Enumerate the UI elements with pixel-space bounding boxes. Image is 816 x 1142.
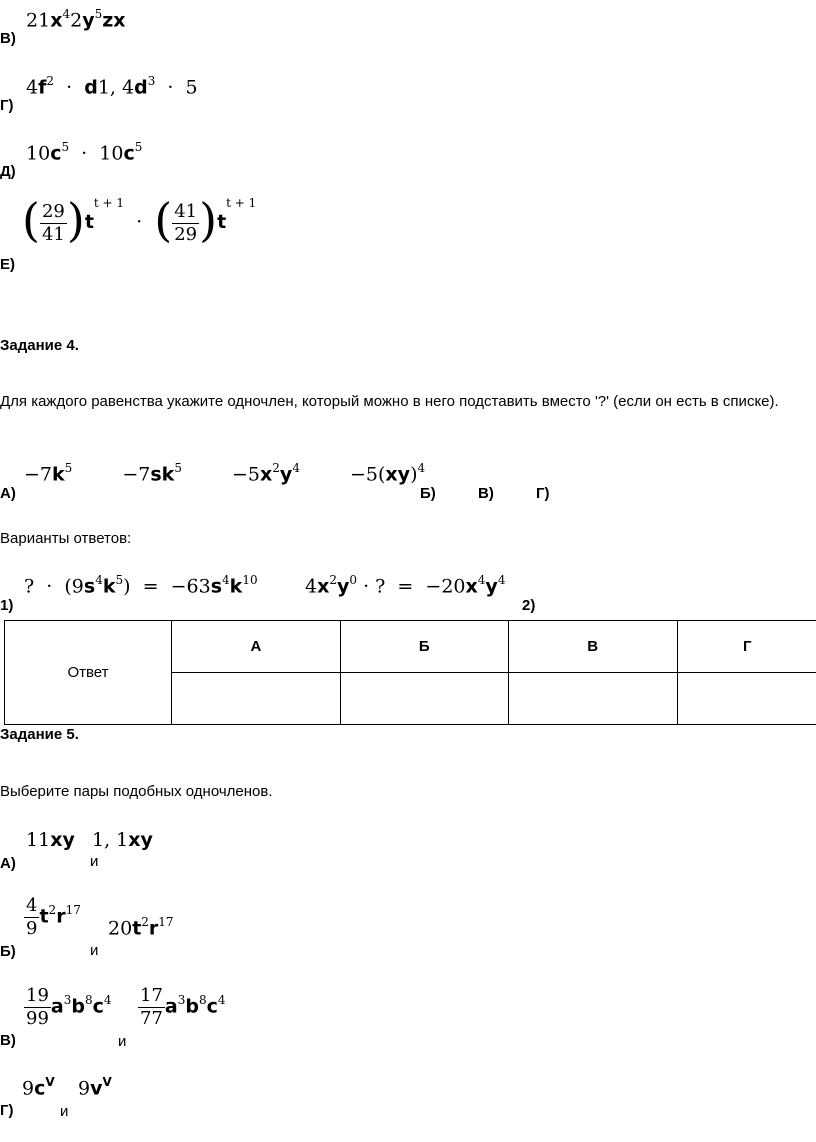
label-v: В) [0, 30, 16, 47]
answer-header-v: В [508, 621, 677, 673]
equation-2: $4x^2y^0$ · ? = $-20x^4y^4$ [305, 573, 506, 598]
label-g: Г) [0, 97, 14, 114]
option-label-b: Б) [420, 485, 436, 502]
pair-label-v: В) [0, 1032, 16, 1049]
expression-v: $21x^42y^5zx$ [26, 7, 126, 32]
pair-b-second: $20t^2r^{17}$ [108, 915, 174, 940]
task4-instruction: Для каждого равенства укажите одночлен, который можно в него подставить вместо '?' (если он есть в списке). [0, 393, 779, 410]
answer-table [4, 620, 816, 725]
pair-g-second: $9v^V$ [78, 1075, 112, 1100]
pair-label-a: А) [0, 855, 16, 872]
task4-title: Задание 4. [0, 337, 79, 354]
answer-cell-v[interactable] [508, 673, 677, 725]
pair-b-connector: и [90, 942, 99, 959]
pair-b-first: $\frac{4}{9}$ $t^2r^{17}$ [26, 895, 81, 939]
pair-a-first: 11xy [26, 829, 75, 851]
option-label-v: В) [478, 485, 494, 502]
equation-label-1: 1) [0, 597, 14, 614]
pair-g-first: $9c^V$ [22, 1075, 55, 1100]
expression-e: ( $\frac{29}{41}$ )$t^{t + 1}$ · ( $\frac{41}{29}$ )$t^{t + 1}$ [22, 193, 257, 247]
expression-d: $10c^5 \cdot 10c^5$ [26, 140, 143, 165]
pair-label-b: Б) [0, 943, 16, 960]
pair-v-second: $\frac{17}{77}$ $a^3b^8c^4$ [140, 985, 226, 1029]
task5-instruction: Выберите пары подобных одночленов. [0, 783, 273, 800]
pair-v-first: $\frac{19}{99}$ $a^3b^8c^4$ [26, 985, 112, 1029]
label-e: Е) [0, 256, 15, 273]
pair-g-connector: и [60, 1103, 69, 1120]
task5-title: Задание 5. [0, 726, 79, 743]
task4-options: $-7k^5 -7sk^5 -5x^2y^4 -5(xy)^4$ [24, 461, 426, 486]
answer-cell-a[interactable] [172, 673, 341, 725]
variants-title: Варианты ответов: [0, 530, 132, 547]
pair-a-second: 1, 1xy [92, 829, 153, 851]
answer-header-g: Г [677, 621, 816, 673]
option-label-g: Г) [536, 485, 550, 502]
label-d: Д) [0, 163, 16, 180]
answer-cell-b[interactable] [340, 673, 508, 725]
answer-header-b: Б [340, 621, 508, 673]
expression-g: $4f^2 \cdot d1$, $4d^3 \cdot 5$ [26, 74, 198, 99]
pair-a-connector: и [90, 853, 99, 870]
answer-cell-g[interactable] [677, 673, 816, 725]
option-label-a: А) [0, 485, 16, 502]
equation-1: ? · $(9s^4k^5) = -63s^4k^{10}$ [24, 573, 258, 598]
answer-header-a: А [172, 621, 341, 673]
equation-label-2: 2) [522, 597, 536, 614]
pair-label-g: Г) [0, 1102, 14, 1119]
pair-v-connector: и [118, 1033, 127, 1050]
answer-row-label: Ответ [5, 621, 172, 725]
